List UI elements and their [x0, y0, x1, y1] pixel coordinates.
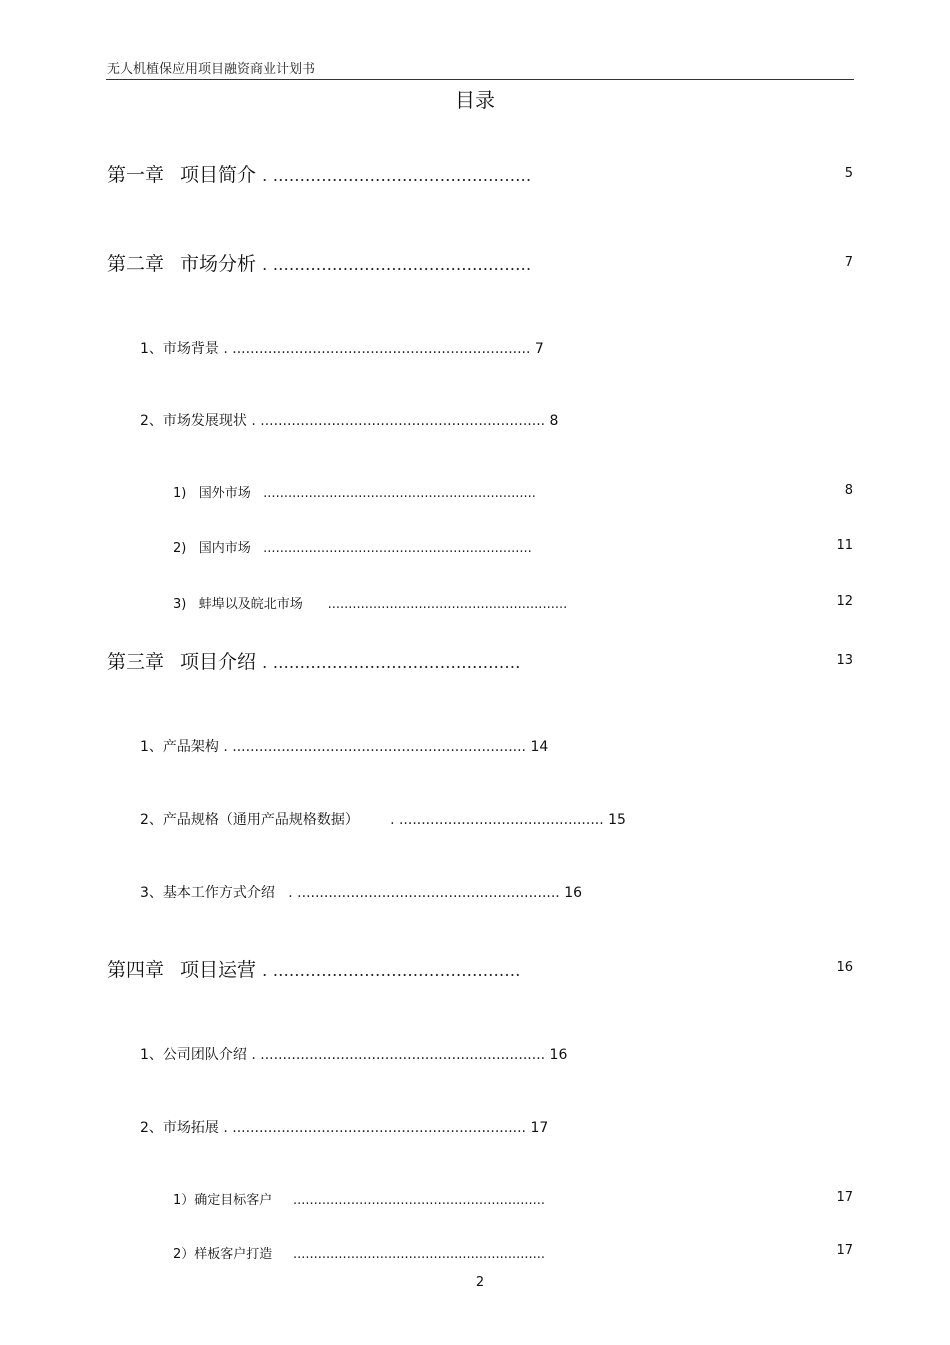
toc-page-number: 16	[836, 960, 853, 975]
leader-dots: . ..............................................	[262, 653, 521, 672]
leader-dots: .................................................................	[263, 541, 532, 556]
leader-dots: . ................................................................	[251, 1047, 546, 1063]
toc-title: 目录	[455, 88, 495, 112]
toc-page-number: 5	[844, 166, 853, 181]
toc-section[interactable]	[140, 1117, 548, 1137]
section-title: 1、产品架构	[140, 739, 219, 755]
subsection-title: 样板客户打造	[194, 1247, 273, 1262]
subsection-title: 蚌埠以及皖北市场	[198, 597, 303, 612]
toc-page-number: 16	[564, 885, 583, 901]
leader-dots: ..................................................................	[263, 486, 536, 501]
section-title: 2、产品规格（通用产品规格数据）	[140, 812, 359, 828]
toc-section[interactable]	[140, 338, 544, 358]
toc-page-number: 14	[530, 739, 549, 755]
section-title: 1、公司团队介绍	[140, 1047, 247, 1063]
chapter-label: 第二章	[107, 253, 165, 275]
toc-page-number: 12	[836, 594, 853, 609]
header-divider	[106, 79, 854, 80]
toc-chapter-3[interactable]	[107, 647, 521, 674]
toc-subsection[interactable]	[173, 482, 536, 501]
toc-page-number: 16	[549, 1047, 568, 1063]
toc-chapter-1[interactable]	[107, 160, 531, 187]
toc-section[interactable]	[140, 882, 582, 902]
toc-page-number: 15	[608, 812, 626, 828]
leader-dots: .............................................................	[292, 1247, 546, 1262]
subsection-number: 2)	[173, 541, 187, 556]
subsection-title: 国外市场	[198, 486, 251, 501]
leader-dots: . ................................................................	[251, 413, 546, 429]
chapter-label: 第四章	[107, 959, 165, 981]
toc-page-number: 11	[836, 538, 853, 553]
chapter-title: 项目简介	[180, 164, 257, 186]
leader-dots: .............................................................	[292, 1193, 546, 1208]
section-title: 2、市场拓展	[140, 1120, 219, 1136]
toc-subsection[interactable]	[173, 1243, 545, 1262]
toc-section[interactable]	[140, 809, 626, 829]
leader-dots: . ..............................................	[390, 812, 604, 828]
chapter-label: 第三章	[107, 651, 165, 673]
chapter-title: 市场分析	[180, 253, 257, 275]
leader-dots: . ................................................	[262, 166, 532, 185]
leader-dots: . ................................................	[262, 255, 532, 274]
toc-section[interactable]	[140, 410, 558, 430]
leader-dots: ..........................................................	[327, 597, 568, 612]
toc-subsection[interactable]	[173, 1189, 545, 1208]
chapter-title: 项目运营	[180, 959, 257, 981]
leader-dots: . ..................................................................	[223, 1120, 526, 1136]
subsection-number: 2）	[173, 1247, 195, 1262]
leader-dots: . ...........................................................	[288, 885, 560, 901]
toc-page-number: 17	[836, 1243, 853, 1258]
leader-dots: . ...................................................................	[223, 341, 531, 357]
leader-dots: . ..................................................................	[223, 739, 526, 755]
subsection-number: 3)	[173, 597, 187, 612]
toc-page-number: 7	[844, 255, 853, 270]
toc-section[interactable]	[140, 1044, 567, 1064]
toc-section[interactable]	[140, 736, 548, 756]
page-number: 2	[475, 1275, 485, 1290]
toc-chapter-2[interactable]	[107, 249, 531, 276]
toc-page-number: 17	[836, 1190, 853, 1205]
section-title: 1、市场背景	[140, 341, 219, 357]
section-title: 2、市场发展现状	[140, 413, 247, 429]
subsection-title: 国内市场	[198, 541, 251, 556]
toc-chapter-4[interactable]	[107, 955, 521, 982]
toc-page-number: 7	[534, 341, 544, 357]
toc-page-number: 13	[836, 653, 853, 668]
running-header: 无人机植保应用项目融资商业计划书	[107, 62, 316, 77]
subsection-number: 1)	[173, 486, 187, 501]
toc-page-number: 8	[549, 413, 559, 429]
subsection-number: 1）	[173, 1193, 195, 1208]
subsection-title: 确定目标客户	[194, 1193, 273, 1208]
toc-page-number: 17	[530, 1120, 549, 1136]
chapter-title: 项目介绍	[180, 651, 257, 673]
toc-page-number: 8	[844, 483, 853, 498]
chapter-label: 第一章	[107, 164, 165, 186]
toc-subsection[interactable]	[173, 537, 532, 556]
leader-dots: . ..............................................	[262, 961, 521, 980]
section-title: 3、基本工作方式介绍	[140, 885, 275, 901]
toc-subsection[interactable]	[173, 593, 567, 612]
